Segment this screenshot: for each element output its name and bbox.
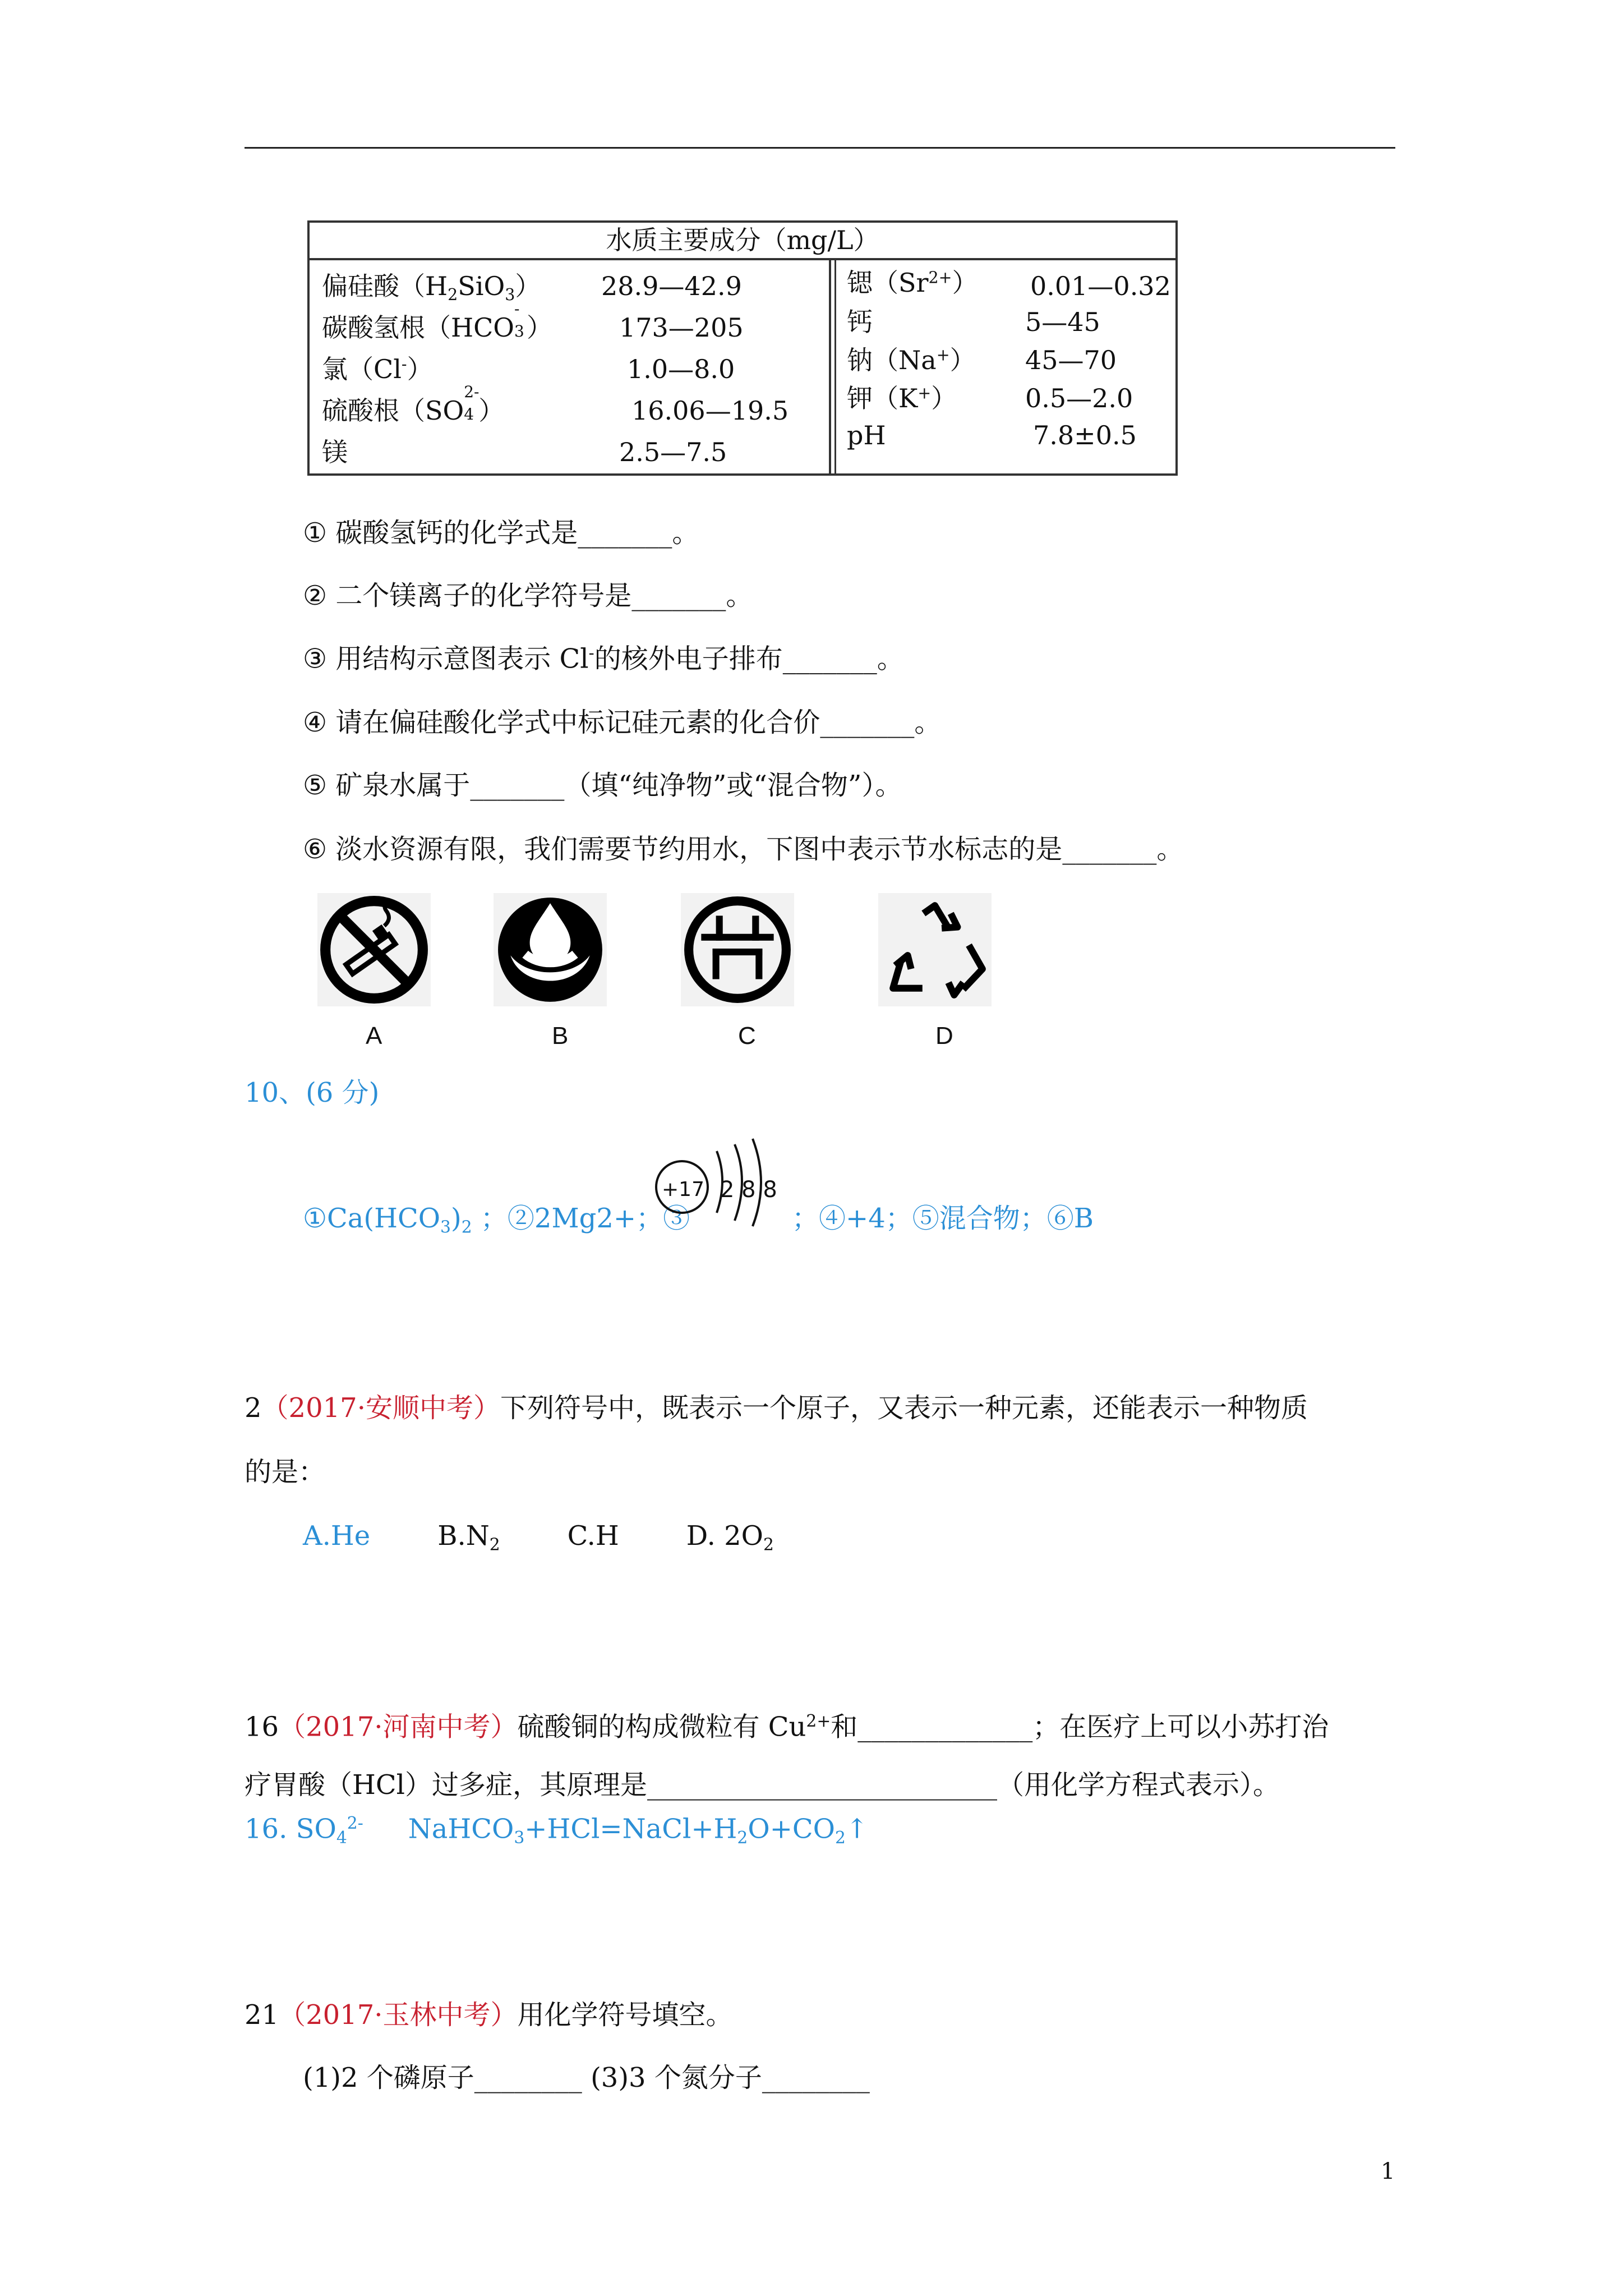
- option-label: B: [552, 1022, 569, 1050]
- table-cell-name: 镁: [322, 437, 348, 467]
- question-4: ④ 请在偏硅酸化学式中标记硅元素的化合价_______。: [303, 707, 942, 738]
- question-3: ③ 用结构示意图表示 Cl-的核外电子排布_______。: [303, 643, 904, 675]
- option-label: D: [935, 1022, 953, 1050]
- question-2-line2: 的是：: [245, 1456, 326, 1488]
- table-cell-value: 2.5—7.5: [619, 437, 727, 467]
- table-cell-name: 钠（Na+）: [847, 345, 976, 375]
- table-cell-name: 氯（Cl-）: [322, 354, 433, 384]
- answer-10-header: 10、(6 分): [245, 1077, 380, 1108]
- table-cell-name: 钾（K+）: [847, 383, 957, 413]
- question-21-items: (1)2 个磷原子________ (3)3 个氮分子________: [303, 2062, 870, 2093]
- answer-16: 16. $SO_4^{2-}$ $NaHCO_3+HCl=NaCl+H_2O+CO_2↑$: [245, 1813, 869, 1848]
- table-cell-name: 锶$(Sr^{2+})$: [847, 268, 978, 298]
- table-cell-name: pH: [847, 420, 886, 450]
- table-cell-value: 1.0—8.0: [627, 354, 735, 384]
- table-cell-value: 16.06—19.5: [631, 395, 789, 426]
- answer-10-line: $①Ca(HCO_3)_2$ ；②2Mg2+；③: [303, 1203, 690, 1237]
- no-smoking-icon: [317, 893, 431, 1006]
- question-21: 21（2017·玉林中考）用化学符号填空。: [245, 1999, 733, 2031]
- question-2: ② 二个镁离子的化学符号是_______。: [303, 580, 753, 611]
- question-2-2017: 2（2017·安顺中考）下列符号中，既表示一个原子，又表示一种元素，还能表示一种物质: [245, 1392, 1308, 1424]
- table-cell-name: 钙: [847, 307, 873, 337]
- water-quality-table: [307, 220, 1178, 476]
- option-label: A: [366, 1022, 382, 1050]
- answer-10-tail: ；④+4；⑤混合物；⑥B: [792, 1203, 1094, 1234]
- nucleus-charge: +17: [662, 1178, 704, 1201]
- table-cell-name: 偏硅酸$(H_2SiO_3)$: [322, 271, 541, 305]
- table-cell-value: 7.8±0.5: [1033, 420, 1137, 450]
- question-2-options: A.He $B.N_2$ C.H D. $2O_2$: [303, 1520, 774, 1555]
- table-cell-value: 5—45: [1025, 307, 1100, 337]
- table-divider: [834, 260, 836, 476]
- table-title: 水质主要成分（mg/L）: [310, 223, 1175, 260]
- electron-counts: 2 8 8: [720, 1177, 777, 1203]
- table-cell-value: 0.01—0.32: [1030, 271, 1171, 301]
- question-16-line2: 疗胃酸（HCl）过多症，其原理是__________________________（用化学方程式表示）。: [245, 1769, 1280, 1801]
- energy-saving-icon: [681, 893, 794, 1006]
- table-cell-value: 45—70: [1025, 345, 1117, 375]
- question-6: ⑥ 淡水资源有限，我们需要节约用水，下图中表示节水标志的是_______。: [303, 834, 1184, 865]
- question-1: ① 碳酸氢钙的化学式是_______。: [303, 517, 699, 549]
- question-16: 16（2017·河南中考）硫酸铜的构成微粒有 $Cu^{2+}$和_____________；在医疗上可以小苏打治: [245, 1711, 1329, 1743]
- question-5: ⑤ 矿泉水属于_______（填“纯净物”或“混合物”）。: [303, 770, 902, 801]
- table-cell-name: 硫酸根（SO 2- 4 ）: [322, 383, 505, 426]
- water-saving-icon: [494, 893, 607, 1006]
- table-divider: [829, 260, 831, 476]
- page-number: 1: [1381, 2159, 1395, 2184]
- recycle-icon: [878, 893, 992, 1006]
- option-label: C: [738, 1022, 756, 1050]
- table-cell-value: 173—205: [619, 312, 744, 343]
- table-cell-name: 碳酸氢根（HCO - 3 ）: [322, 300, 553, 343]
- header-rule: [245, 147, 1395, 149]
- table-cell-value: 28.9—42.9: [601, 271, 742, 301]
- table-cell-value: 0.5—2.0: [1025, 383, 1133, 413]
